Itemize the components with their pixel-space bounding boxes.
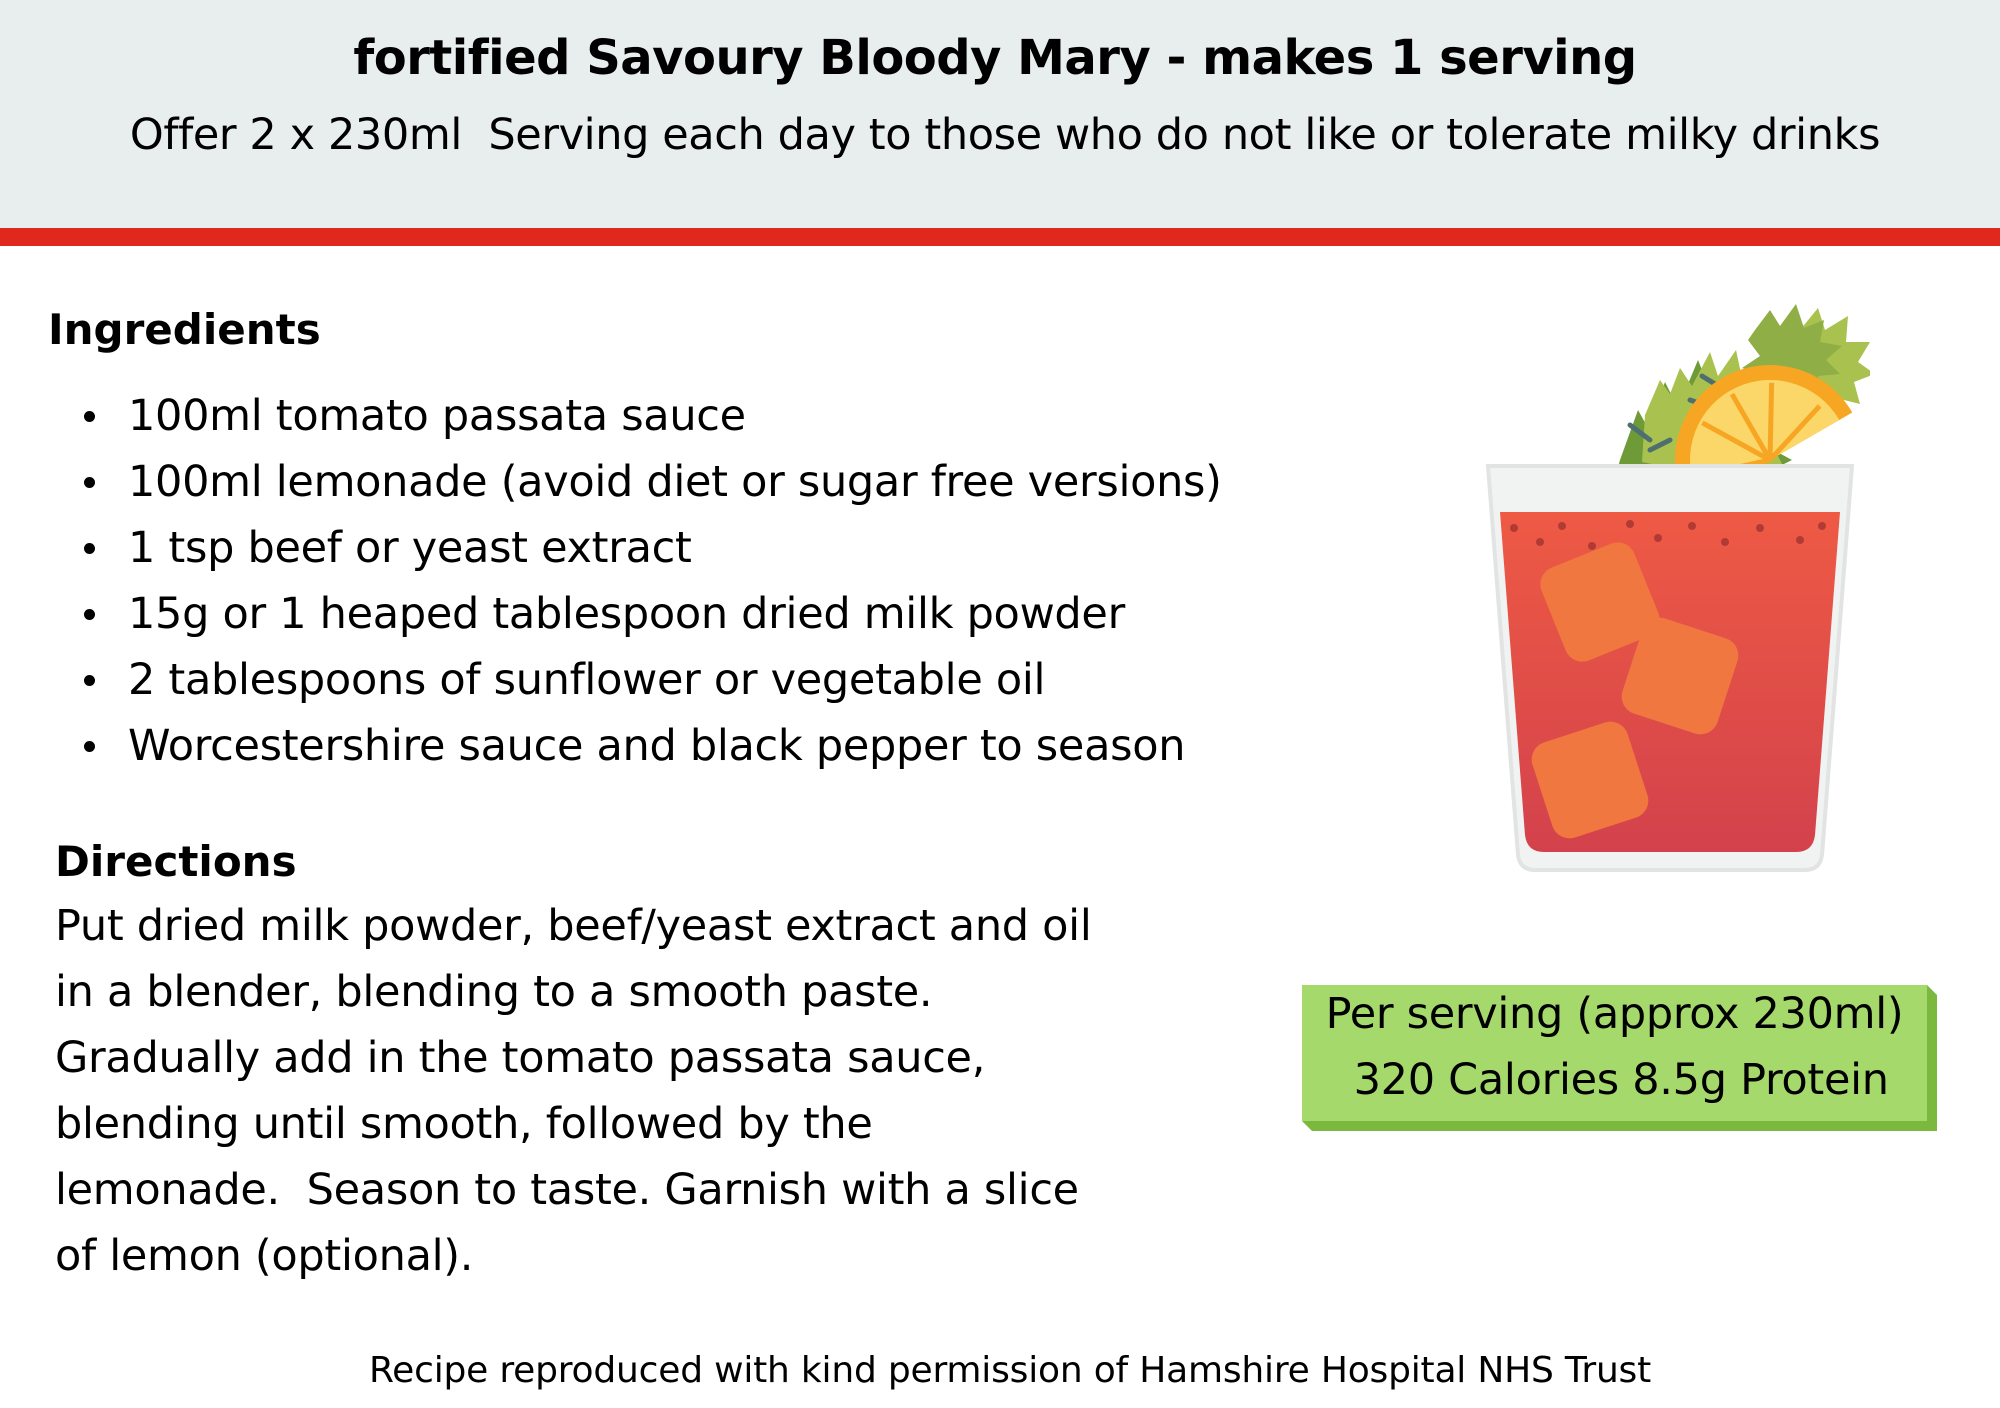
- bullet-icon: [84, 741, 95, 752]
- directions-text: [55, 893, 1235, 1289]
- ingredients-list: [78, 383, 1222, 779]
- ingredients-heading: Ingredients: [48, 305, 321, 354]
- directions-line: in a blender, blending to a smooth paste.: [55, 967, 933, 1017]
- header-banner: [0, 0, 2000, 228]
- nutrition-box: [1302, 985, 1937, 1131]
- bullet-icon: [84, 543, 95, 554]
- bullet-icon: [84, 675, 95, 686]
- ingredient-item: 100ml tomato passata sauce: [78, 383, 1222, 449]
- directions-line: Put dried milk powder, beef/yeast extract and oil: [55, 901, 1092, 951]
- bullet-icon: [84, 609, 95, 620]
- recipe-subtitle: Offer 2 x 230ml Serving each day to those who do not like or tolerate milky drinks: [129, 110, 1881, 160]
- ingredient-item: 15g or 1 heaped tablespoon dried milk powder: [78, 581, 1222, 647]
- ingredient-item: 100ml lemonade (avoid diet or sugar free versions): [78, 449, 1222, 515]
- bloody-mary-glass-icon: [1470, 290, 1870, 880]
- recipe-title: fortified Savoury Bloody Mary - makes 1 serving: [353, 30, 1637, 86]
- ingredient-item: 2 tablespoons of sunflower or vegetable oil: [78, 647, 1222, 713]
- directions-line: blending until smooth, followed by the: [55, 1099, 873, 1149]
- nutrition-serving: Per serving (approx 230ml): [1325, 989, 1904, 1039]
- ingredient-item: 1 tsp beef or yeast extract: [78, 515, 1222, 581]
- ingredient-item: Worcestershire sauce and black pepper to season: [78, 713, 1222, 779]
- footer-credit: Recipe reproduced with kind permission of Hamshire Hospital NHS Trust: [368, 1350, 1652, 1391]
- bullet-icon: [84, 411, 95, 422]
- directions-line: of lemon (optional).: [55, 1231, 474, 1281]
- bullet-icon: [84, 477, 95, 488]
- nutrition-values: 320 Calories 8.5g Protein: [1340, 1055, 1889, 1105]
- directions-line: Gradually add in the tomato passata sauce,: [55, 1033, 986, 1083]
- accent-divider: [0, 228, 2000, 246]
- directions-heading: Directions: [55, 837, 297, 886]
- directions-line: lemonade. Season to taste. Garnish with a slice: [55, 1165, 1079, 1215]
